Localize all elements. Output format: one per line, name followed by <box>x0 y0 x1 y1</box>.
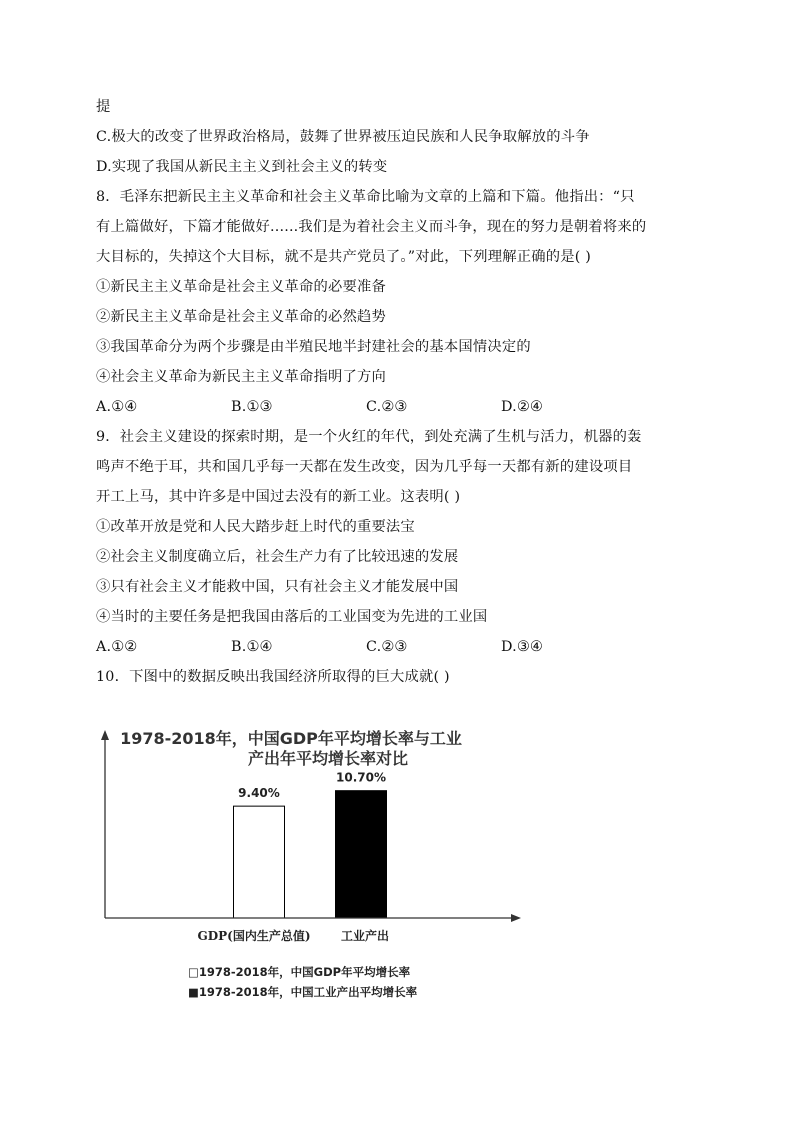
chart-bars <box>234 771 387 918</box>
q8-options <box>96 392 706 422</box>
bar-1 <box>336 791 387 918</box>
gdp-industry-chart <box>96 718 536 1008</box>
q8-item-4: ④社会主义革命为新民主主义革命指明了方向 <box>96 369 386 385</box>
q7-option-c: C.极大的改变了世界政治格局，鼓舞了世界被压迫民族和人民争取解放的斗争 <box>96 129 590 145</box>
q9-stem-3: 开工上马，其中许多是中国过去没有的新工业。这表明( ) <box>96 489 461 505</box>
q8-item-1: ①新民主主义革命是社会主义革命的必要准备 <box>96 279 386 295</box>
chart-title-line2: 产出年平均增长率对比 <box>247 749 409 768</box>
bar-0 <box>234 806 285 918</box>
q9-item-1: ①改革开放是党和人民大踏步赶上时代的重要法宝 <box>96 519 415 535</box>
q8-option-b[interactable]: B.①③ <box>231 399 273 415</box>
q8-option-c[interactable]: C.②③ <box>366 399 408 415</box>
q8-option-a[interactable]: A.①④ <box>96 399 138 415</box>
bar-value-label-1: 10.70% <box>336 770 386 785</box>
q9-stem-1: 9．社会主义建设的探索时期，是一个火红的年代，到处充满了生机与活力，机器的轰 <box>96 429 642 445</box>
q8-item-3: ③我国革命分为两个步骤是由半殖民地半封建社会的基本国情决定的 <box>96 339 531 355</box>
chart-legend <box>188 962 417 1002</box>
q9-stem-2: 鸣声不绝于耳，共和国几乎每一天都在发生改变，因为几乎每一天都有新的建设项目 <box>96 459 633 475</box>
q8-stem-2: 有上篇做好，下篇才能做好......我们是为着社会主义而斗争，现在的努力是朝着将来的 <box>96 219 647 235</box>
q9-item-2: ②社会主义制度确立后，社会生产力有了比较迅速的发展 <box>96 549 459 565</box>
q8-item-2: ②新民主主义革命是社会主义革命的必然趋势 <box>96 309 386 325</box>
legend-item-industry: ■1978-2018年，中国工业产出平均增长率 <box>188 985 418 999</box>
legend-item-gdp: □1978-2018年，中国GDP年平均增长率 <box>188 965 411 979</box>
q8-option-d[interactable]: D.②④ <box>501 399 543 415</box>
x-axis-arrow <box>511 914 521 922</box>
category-label-1: 工业产出 <box>340 929 390 943</box>
q9-item-3: ③只有社会主义才能救中国，只有社会主义才能发展中国 <box>96 579 459 595</box>
bar-value-label-0: 9.40% <box>238 786 280 801</box>
q9-option-a[interactable]: A.①② <box>96 639 138 655</box>
q7-option-d: D.实现了我国从新民主主义到社会主义的转变 <box>96 159 388 175</box>
chart-title-line1: 1978-2018年，中国GDP年平均增长率与工业 <box>120 729 462 748</box>
q10-stem: 10．下图中的数据反映出我国经济所取得的巨大成就( ) <box>96 669 450 685</box>
y-axis-arrow <box>101 730 109 740</box>
text-line: 提 <box>96 99 111 115</box>
chart-svg <box>96 718 536 958</box>
category-label-0: GDP(国内生产总值) <box>197 929 311 943</box>
q8-stem-3: 大目标的，失掉这个大目标，就不是共产党员了。”对此，下列理解正确的是( ) <box>96 249 592 265</box>
q9-options <box>96 632 706 662</box>
q9-item-4: ④当时的主要任务是把我国由落后的工业国变为先进的工业国 <box>96 609 488 625</box>
q9-option-c[interactable]: C.②③ <box>366 639 408 655</box>
q9-option-d[interactable]: D.③④ <box>501 639 543 655</box>
exam-page <box>96 92 706 692</box>
q8-stem-1: 8．毛泽东把新民主主义革命和社会主义革命比喻为文章的上篇和下篇。他指出：“只 <box>96 189 635 205</box>
category-labels <box>197 928 389 943</box>
q9-option-b[interactable]: B.①④ <box>231 639 273 655</box>
